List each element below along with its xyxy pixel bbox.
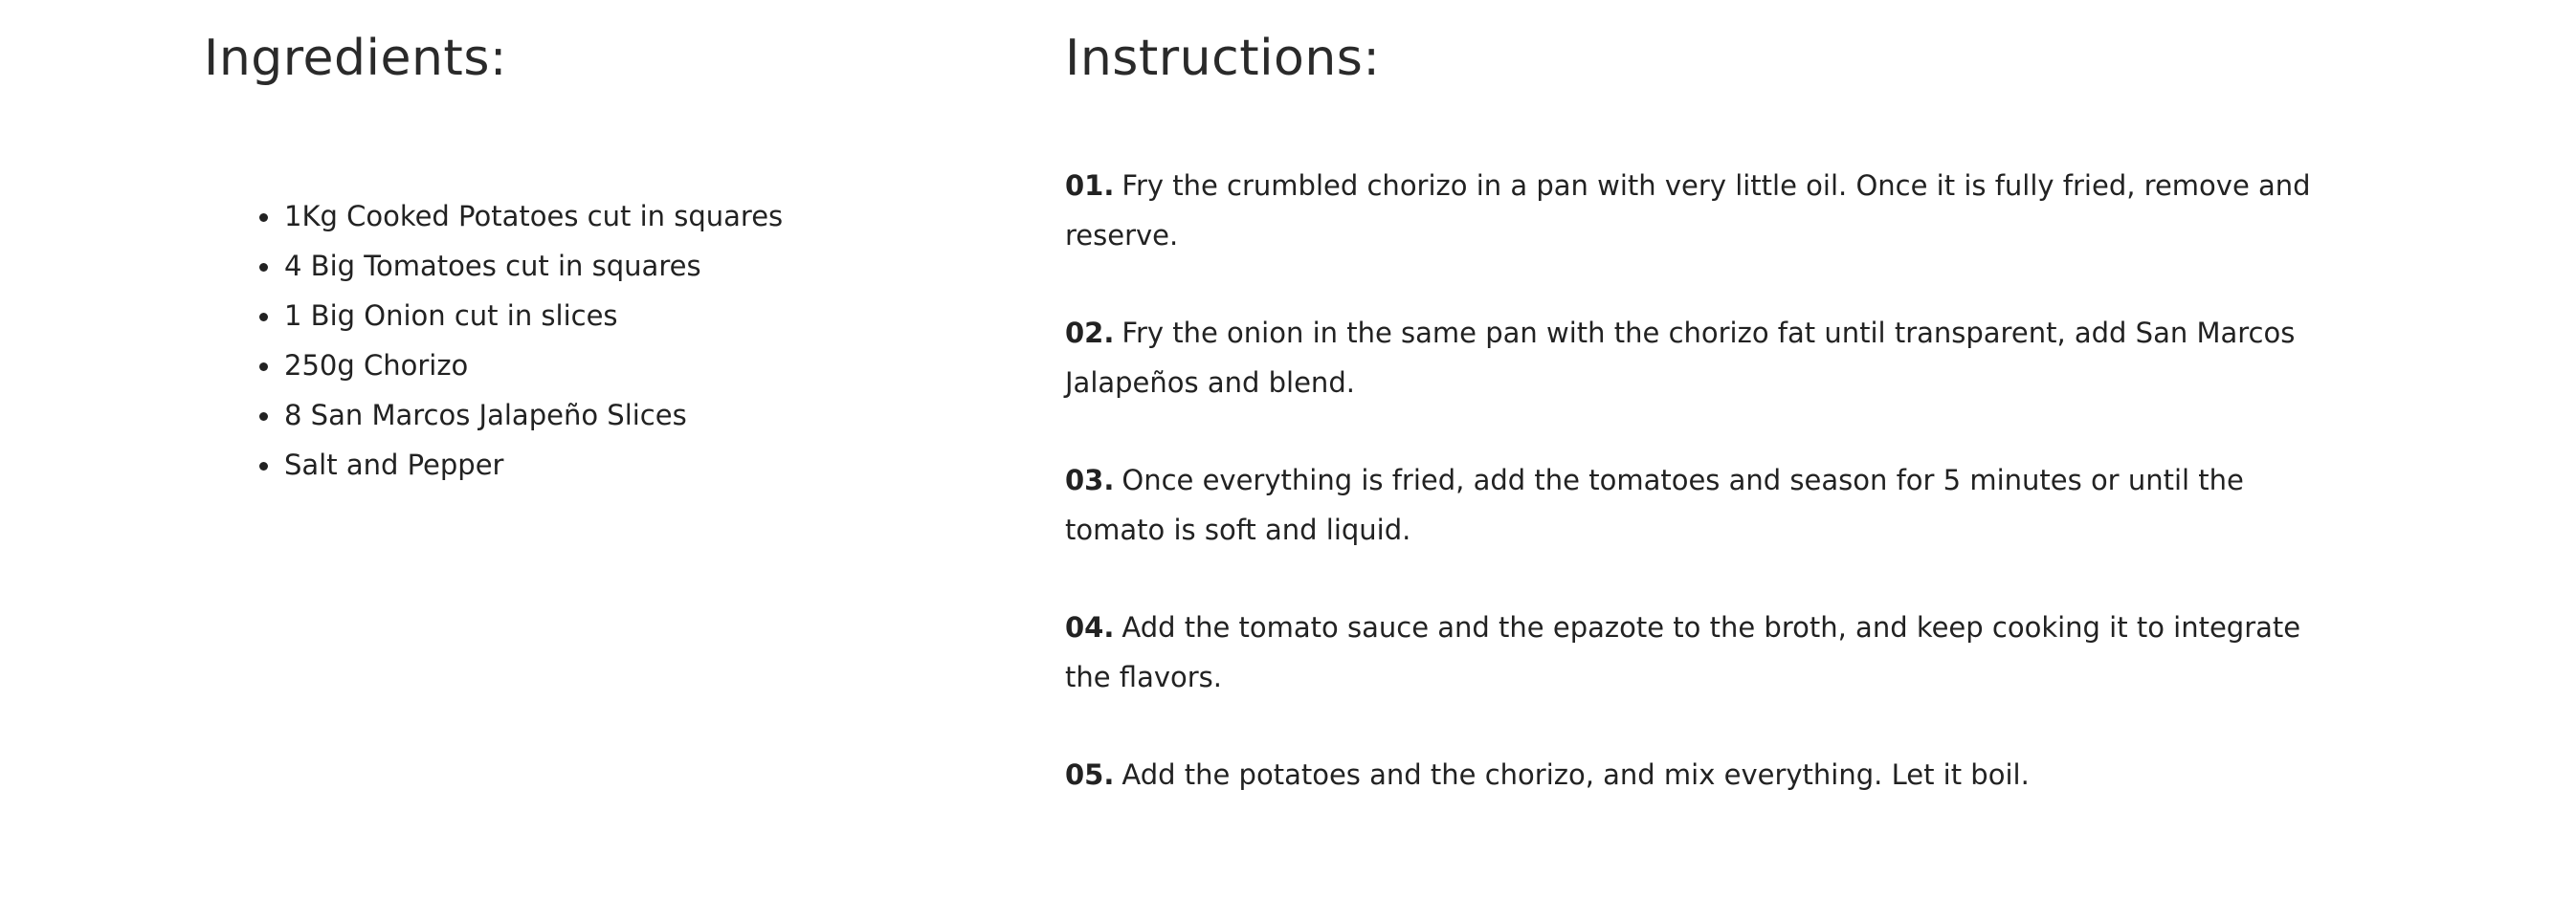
- bullet-icon: [259, 213, 268, 222]
- instruction-step: [1065, 455, 2328, 555]
- instruction-step: [1065, 161, 2328, 260]
- ingredients-section: [204, 0, 988, 481]
- step-number: 04.: [1065, 611, 1115, 644]
- ingredient-text: 1Kg Cooked Potatoes cut in squares: [284, 200, 784, 232]
- step-text: Fry the crumbled chorizo in a pan with very little oil. Once it is fully fried, remove and reserve.: [1065, 169, 2311, 252]
- step-number: 05.: [1065, 758, 1115, 791]
- ingredient-item: [259, 291, 987, 340]
- ingredient-item: [259, 440, 987, 490]
- bullet-icon: [259, 462, 268, 471]
- instructions-section: [1065, 0, 2328, 791]
- step-number: 01.: [1065, 169, 1115, 202]
- step-text: Once everything is fried, add the tomatoes and season for 5 minutes or until the tomato is soft and liquid.: [1065, 464, 2244, 546]
- bullet-icon: [259, 263, 268, 272]
- step-text: Fry the onion in the same pan with the chorizo fat until transparent, add San Marcos Jalapeños and blend.: [1065, 317, 2296, 399]
- ingredient-item: [259, 390, 987, 440]
- step-text: Add the tomato sauce and the epazote to the broth, and keep cooking it to integrate the flavors.: [1065, 611, 2301, 693]
- instruction-step: [1065, 750, 2328, 800]
- ingredients-heading: Ingredients:: [204, 30, 507, 87]
- ingredients-list: [259, 191, 987, 490]
- ingredient-text: 4 Big Tomatoes cut in squares: [284, 250, 701, 282]
- ingredient-text: 1 Big Onion cut in slices: [284, 299, 618, 332]
- bullet-icon: [259, 362, 268, 371]
- instruction-step: [1065, 603, 2328, 702]
- bullet-icon: [259, 412, 268, 421]
- ingredient-text: Salt and Pepper: [284, 449, 504, 481]
- ingredient-item: [259, 241, 987, 291]
- ingredient-text: 8 San Marcos Jalapeño Slices: [284, 399, 687, 431]
- ingredient-item: [259, 340, 987, 390]
- ingredient-text: 250g Chorizo: [284, 349, 469, 382]
- instruction-steps: [1065, 161, 2328, 847]
- step-number: 03.: [1065, 464, 1115, 496]
- ingredient-item: [259, 191, 987, 241]
- instruction-step: [1065, 308, 2328, 407]
- step-number: 02.: [1065, 317, 1115, 349]
- instructions-heading: Instructions:: [1065, 30, 1381, 87]
- step-text: Add the potatoes and the chorizo, and mix everything. Let it boil.: [1121, 758, 2030, 791]
- bullet-icon: [259, 313, 268, 321]
